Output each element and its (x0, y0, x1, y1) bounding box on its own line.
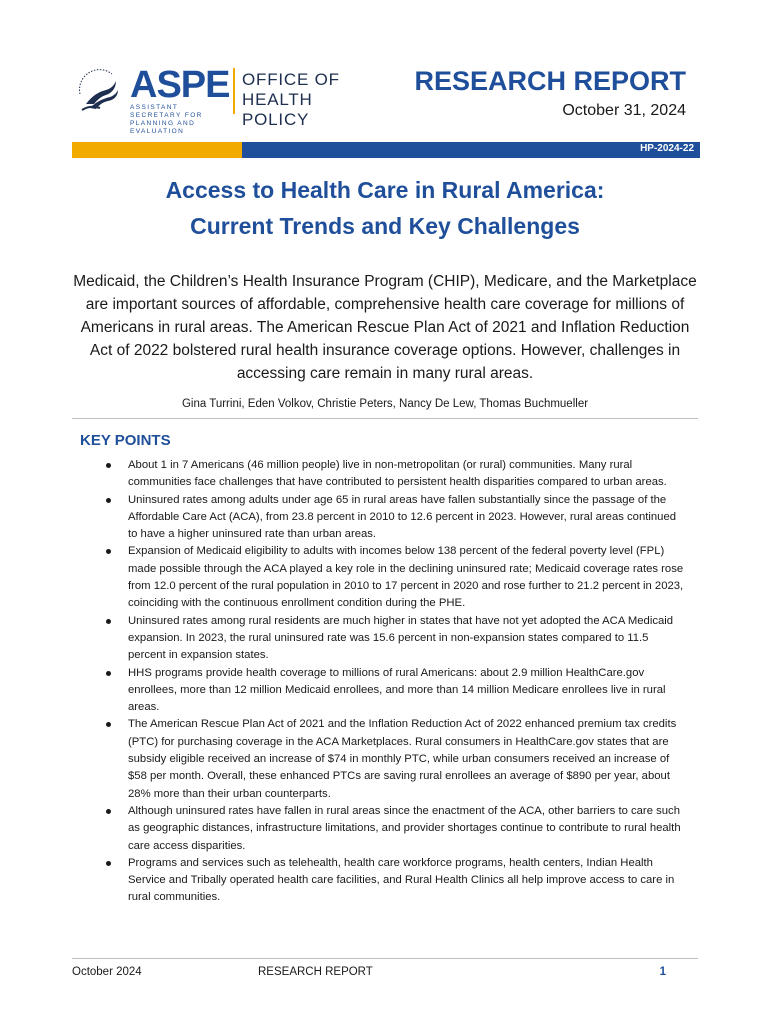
section-divider (72, 418, 698, 419)
footer-divider (72, 958, 698, 959)
key-point-text: Uninsured rates among rural residents are much higher in states that have not yet adopted the ACA Medicaid expansion. In 2023, the rural uninsured rate was 15.6 percent in non-expansion states compared to 11.5 percent in expansion states. (128, 614, 674, 662)
logo-wordmark: ASPE (130, 64, 230, 106)
office-name: OFFICE OF HEALTH POLICY (242, 70, 340, 129)
key-point-text: HHS programs provide health coverage to millions of rural Americans: about 2.9 million HealthCare.gov enrollees, more than 12 million Medicaid enrollees, and more than 14 million Medicare enrollees live in rural areas. (128, 666, 666, 714)
bullet-icon (106, 861, 111, 866)
key-point-item (106, 716, 688, 802)
bullet-icon (106, 722, 111, 727)
key-point-text: Expansion of Medicaid eligibility to adults with incomes below 138 percent of the federal poverty level (FPL) made possible through the ACA played a key role in the declining uninsured rate; Medicaid coverage rates rose from 12.0 percent of the rural population in 2010 to 17 percent in 2020 and rose further to 21.2 percent in 2023, coinciding with the continuous enrollment condition during the PHE. (128, 545, 684, 610)
band-gold-segment (72, 142, 242, 158)
key-point-text: Uninsured rates among adults under age 65 in rural areas have fallen substantially since the passage of the Affordable Care Act (ACA), from 23.8 percent in 2010 to 12.6 percent in 2023. However, rural areas continued to have a higher uninsured rate than urban areas. (128, 493, 677, 541)
bullet-icon (106, 671, 111, 676)
key-point-text: Although uninsured rates have fallen in rural areas since the enactment of the ACA, other barriers to care such as geographic distances, infrastructure limitations, and provider shortages continue to contribute to rural health care access disparities. (128, 804, 681, 852)
key-points-list (106, 457, 688, 907)
bullet-icon (106, 809, 111, 814)
report-title (72, 172, 698, 244)
aspe-logo (72, 62, 392, 135)
header-band (72, 142, 700, 158)
report-date: October 31, 2024 (562, 102, 686, 119)
key-point-item (106, 613, 688, 665)
footer-label: RESEARCH REPORT (258, 966, 373, 978)
key-points-heading: KEY POINTS (80, 432, 171, 449)
key-point-item (106, 803, 688, 855)
report-id: HP-2024-22 (640, 143, 694, 154)
title-line-1: Access to Health Care in Rural America: (165, 177, 605, 203)
report-type: RESEARCH REPORT (414, 66, 686, 96)
key-point-item (106, 855, 688, 907)
logo-subtitle: ASSISTANT SECRETARY FOR PLANNING AND EVALUATION (130, 104, 203, 135)
band-blue-segment (242, 142, 700, 158)
bullet-icon (106, 549, 111, 554)
bullet-icon (106, 463, 111, 468)
page-footer (72, 966, 698, 982)
hhs-seal-icon (72, 66, 128, 122)
footer-date: October 2024 (72, 966, 142, 978)
lead-paragraph: Medicaid, the Children’s Health Insurance Program (CHIP), Medicare, and the Marketplace are important sources of affordable, comprehensive health care coverage for millions of Americans in rural areas. The American Rescue Plan Act of 2021 and Inflation Reduction Act of 2022 bolstered rural health insurance coverage options. However, challenges in accessing care remain in many rural areas. (73, 273, 697, 382)
key-point-item (106, 457, 688, 492)
key-point-item (106, 543, 688, 612)
key-point-text: Programs and services such as telehealth, health care workforce programs, health centers, Indian Health Service and Tribally operated health care facilities, and Rural Health Clinics all help improve access to care in rural communities. (128, 856, 675, 904)
page-number: 1 (659, 966, 666, 978)
bullet-icon (106, 498, 111, 503)
key-point-item (106, 665, 688, 717)
logo-divider (233, 68, 235, 114)
key-point-text: The American Rescue Plan Act of 2021 and the Inflation Reduction Act of 2022 enhanced premium tax credits (PTC) for purchasing coverage in the ACA Marketplaces. Rural consumers in HealthCare.gov states that are subsidy eligible received an increase of $74 in monthly PTC, while urban consumers received an increase of $58 per month. Overall, these enhanced PTCs are saving rural enrollees an average of $890 per year, about 28% more than their urban counterparts. (128, 718, 677, 800)
key-point-text: About 1 in 7 Americans (46 million people) live in non-metropolitan (or rural) communities. Many rural communities face challenges that have contributed to persistent health disparities compared to urban areas. (128, 459, 667, 489)
title-line-2: Current Trends and Key Challenges (190, 213, 580, 239)
key-point-item (106, 492, 688, 544)
bullet-icon (106, 619, 111, 624)
author-list: Gina Turrini, Eden Volkov, Christie Peters, Nancy De Lew, Thomas Buchmueller (181, 398, 589, 410)
report-header (72, 62, 700, 152)
